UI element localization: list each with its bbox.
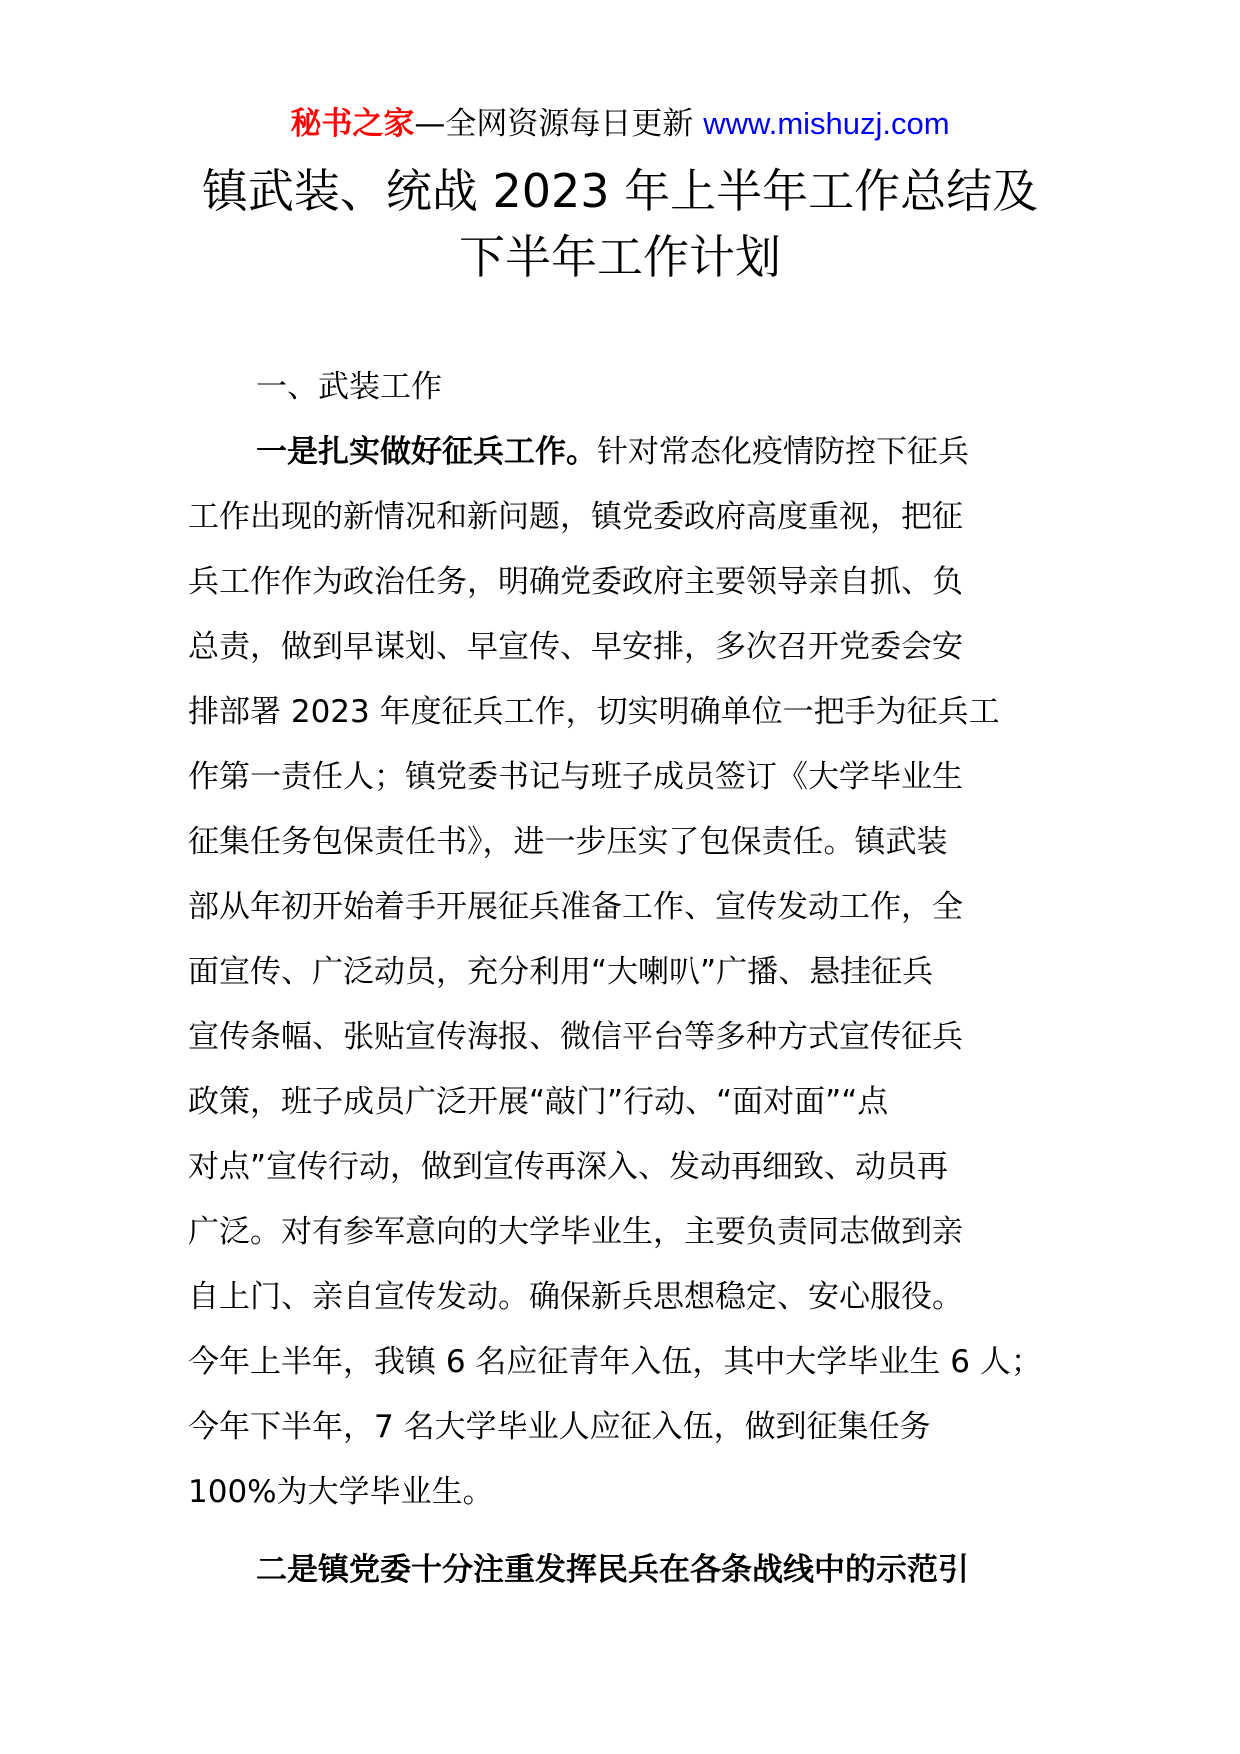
paragraph-line: 兵工作作为政治任务，明确党委政府主要领导亲自抓、负: [188, 564, 963, 600]
paragraph-line: 作第一责任人；镇党委书记与班子成员签订《大学毕业生: [188, 759, 963, 795]
paragraph-line: 总责，做到早谋划、早宣传、早安排，多次召开党委会安: [188, 629, 963, 665]
section-heading: 一、武装工作: [256, 369, 442, 405]
paragraph-line: 广泛。对有参军意向的大学毕业生，主要负责同志做到亲: [188, 1214, 963, 1250]
site-url-link[interactable]: www.mishuzj.com: [703, 106, 950, 141]
brand-name: 秘书之家: [290, 106, 415, 142]
paragraph-line: 面宣传、广泛动员，充分利用“大喇叭”广播、悬挂征兵: [188, 954, 934, 990]
paragraph-line: 自上门、亲自宣传发动。确保新兵思想稳定、安心服役。: [188, 1279, 963, 1315]
paragraph-line: 工作出现的新情况和新问题，镇党委政府高度重视，把征: [188, 499, 963, 535]
paragraph-line: 今年下半年，7 名大学毕业人应征入伍，做到征集任务: [188, 1409, 931, 1445]
title-line-1: 镇武装、统战 2023 年上半年工作总结及: [201, 164, 1039, 218]
paragraph-line: 对点”宣传行动，做到宣传再深入、发动再细致、动员再: [188, 1149, 949, 1185]
document-title: [0, 158, 1240, 290]
paragraph-line: 宣传条幅、张贴宣传海报、微信平台等多种方式宣传征兵: [188, 1019, 963, 1055]
title-line-2: 下半年工作计划: [459, 230, 781, 284]
paragraph-line: 征集任务包保责任书》，进一步压实了包保责任。镇武装: [188, 824, 948, 860]
paragraph-line: 排部署 2023 年度征兵工作，切实明确单位一把手为征兵工: [188, 694, 1000, 730]
paragraph-text: 针对常态化疫情防控下征兵: [597, 434, 969, 470]
section-body: [188, 420, 1088, 1525]
point-two-lead: 二是镇党委十分注重发挥民兵在各条战线中的示范引: [256, 1552, 969, 1588]
paragraph-line: 政策，班子成员广泛开展“敲门”行动、“面对面”“点: [188, 1084, 889, 1120]
paragraph-line: 今年上半年，我镇 6 名应征青年入伍，其中大学毕业生 6 人；: [188, 1344, 1042, 1380]
paragraph-line: 100%为大学毕业生。: [188, 1474, 494, 1510]
paragraph-line: [188, 420, 1088, 485]
watermark-header: [0, 102, 1240, 146]
point-lead: 一是扎实做好征兵工作。: [256, 434, 597, 470]
paragraph-line: 部从年初开始着手开展征兵准备工作、宣传发动工作，全: [188, 889, 963, 925]
header-tagline: —全网资源每日更新: [414, 106, 704, 142]
